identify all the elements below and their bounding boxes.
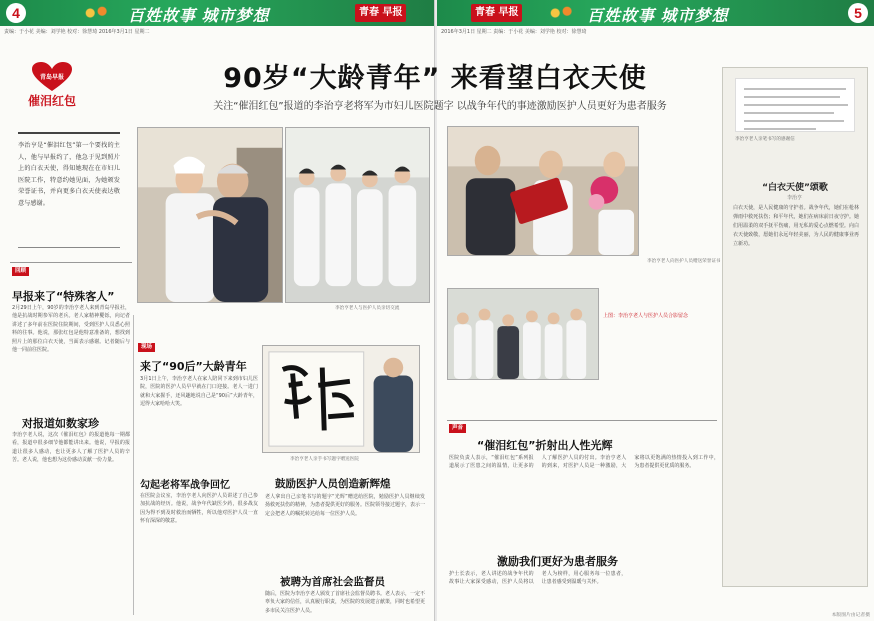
column-badge-newspaper: 青岛早报 — [39, 74, 64, 81]
main-photo-staff — [285, 127, 430, 303]
sidebar-title: “白衣天使”颂歌 — [762, 183, 828, 193]
flower-icon — [80, 4, 114, 22]
intro-text: 李治亨是“催泪红包”第一个要找的主人，他与早报约了，他急于见到照片上的白衣天使，得知她现在在市妇儿医院工作，特意约她见面，为她颁发荣誉证书，并向更多白衣天使表达敬意与感谢。 — [18, 142, 120, 207]
page-number-right: 5 — [848, 3, 868, 23]
page-number-left: 4 — [6, 3, 26, 23]
handwritten-note-image — [735, 78, 855, 132]
section-title-2: 对报道如数家珍 — [22, 417, 99, 430]
page-subheadline: 关注“催泪红包”报道的李治亨老将军为市妇儿医院题字 以战争年代的事迹激励医护人员更好为患者服务 — [213, 101, 667, 112]
section-title-5: 鼓励医护人员创造新辉煌 — [275, 478, 391, 490]
edition-info-left: 责编：于小花 美编：刘学艳 校对：徐慧琦 2016年3月1日 星期二 — [4, 29, 150, 35]
right-masthead — [437, 0, 874, 26]
section-body-5: 老人拿出自己亲笔书写的题字“光辉”赠送给医院，勉励医护人员继续发扬救死扶伤的精神，为患者提供更好的服务。医院领导接过题字，表示一定会把老人的嘱托转达给每一位医护人员。 — [265, 494, 425, 517]
photo-caption-certificate: 李治亨老人向医护人员赠送荣誉证书 — [647, 259, 721, 264]
page-footer: 本版图片由记者摄 — [831, 613, 870, 618]
newspaper-logo-left: 青春 早报 — [355, 4, 406, 22]
section-body-7: 医院负责人表示，“催泪红包”系列报道展示了医患之间的温情，让更多的人了解医护人员的付出。李治亨老人的到来，对医护人员是一种激励，大家将以更饱满的热情投入到工作中，为患者提供更优质的服务。 — [449, 455, 719, 470]
sidebar-author: 李治亨 — [787, 195, 803, 201]
group-photo — [447, 288, 599, 380]
sidebar-poem — [722, 67, 868, 587]
newspaper-logo-right: 青春 早报 — [471, 4, 522, 22]
section-body-3: 3月1日上午，李治亨老人在家人陪同下来到市妇儿医院，医院的医护人员早早就在门口迎接。老人一进门就和大家握手，还风趣地说自己是“90后”大龄青年，逗得大家哈哈大笑。 — [140, 376, 258, 408]
section-body-4: 在医院会议室，李治亨老人向医护人员讲述了自己参加抗战的经历。他说，战争年代缺医少药，很多战友因为得不到及时救治而牺牲，所以他对医护人员一直怀有深深的敬意。 — [140, 493, 258, 525]
main-photo-hug — [137, 127, 283, 303]
photo-caption-2: 李治亨老人亲手书写题字赠送医院 — [290, 457, 359, 462]
certificate-photo — [447, 126, 639, 256]
divider — [447, 420, 717, 421]
section-title-1: 早报来了“特殊客人” — [12, 290, 115, 303]
left-masthead — [0, 0, 434, 26]
column-badge-title: 催泪红包 — [27, 94, 76, 108]
section-tag-scene: 现场 — [138, 343, 155, 352]
photo-caption-group: 上图：李治亨老人与医护人员合影留念 — [603, 313, 689, 319]
section-body-2: 李治亨老人说，这次《催泪红包》的报道他每一期都看，报道中很多细节他都能讲出来。他说，早报的报道让很多人感动，也让更多人了解了医护人员的辛苦。老人说，他也想为这份感动贡献一份力量。 — [12, 432, 130, 464]
page-headline: 90岁“大龄青年” 来看望白衣天使 — [223, 63, 647, 94]
section-tag-voice: 声音 — [449, 424, 466, 433]
photo-caption-1: 李治亨老人与医护人员亲切交流 — [335, 306, 400, 311]
section-title-4: 勾起老将军战争回忆 — [140, 480, 230, 491]
calligraphy-photo — [262, 345, 420, 453]
section-title-8: 激励我们更好为患者服务 — [497, 555, 618, 568]
flower-icon — [545, 4, 579, 22]
section-title-3: 来了“90后”大龄青年 — [140, 360, 247, 373]
section-slogan-left: 百姓故事 城市梦想 — [128, 8, 270, 25]
column-divider — [133, 315, 134, 615]
section-body-1: 2月29日上午，90岁的李治亨老人来到青岛早报社，他是抗战时期参军的老兵。老人家精神矍铄，向记者讲述了多年前在医院住院期间，受到医护人员悉心照料的往事。他说，那张红包是他特意准备的，想找到照片上的那位白衣天使，当面表示感谢。记者随后与他一同前往医院。 — [12, 305, 130, 354]
column-badge — [28, 62, 76, 106]
section-title-7: “催泪红包”折射出人性光辉 — [477, 439, 613, 452]
sidebar-body: 白衣天使，是人民健康的守护者。战争年代，她们在枪林弹雨中救死扶伤；和平年代，她们在病床前日夜守护。她们用温柔的双手抚平伤痛，用无私的爱心点燃希望。向白衣天使致敬，愿她们永远年轻美丽，为人民的健康事业再立新功。 — [733, 205, 859, 247]
section-slogan-right: 百姓故事 城市梦想 — [587, 8, 729, 25]
section-body-8: 护士长表示，老人讲述的战争年代的故事让大家深受感动，医护人员将以老人为榜样，用心服务每一位患者，让患者感受到温暖与关怀。 — [449, 571, 627, 586]
intro-box — [18, 132, 120, 248]
section-title-6: 被聘为首席社会监督员 — [280, 576, 385, 588]
note-caption: 李治亨老人亲笔书写的感谢信 — [735, 137, 795, 142]
edition-info-right: 2016年3月1日 星期二 责编：于小花 美编：刘学艳 校对：徐慧琦 — [441, 29, 587, 35]
section-tag-review: 回顾 — [12, 267, 29, 276]
divider — [10, 262, 132, 263]
section-body-6: 随后，医院为李治亨老人颁发了首席社会监督员聘书。老人表示，一定不辜负大家的信任，认真履行职责，为医院的发展建言献策，同时也希望更多市民关注医护人员。 — [265, 591, 425, 614]
